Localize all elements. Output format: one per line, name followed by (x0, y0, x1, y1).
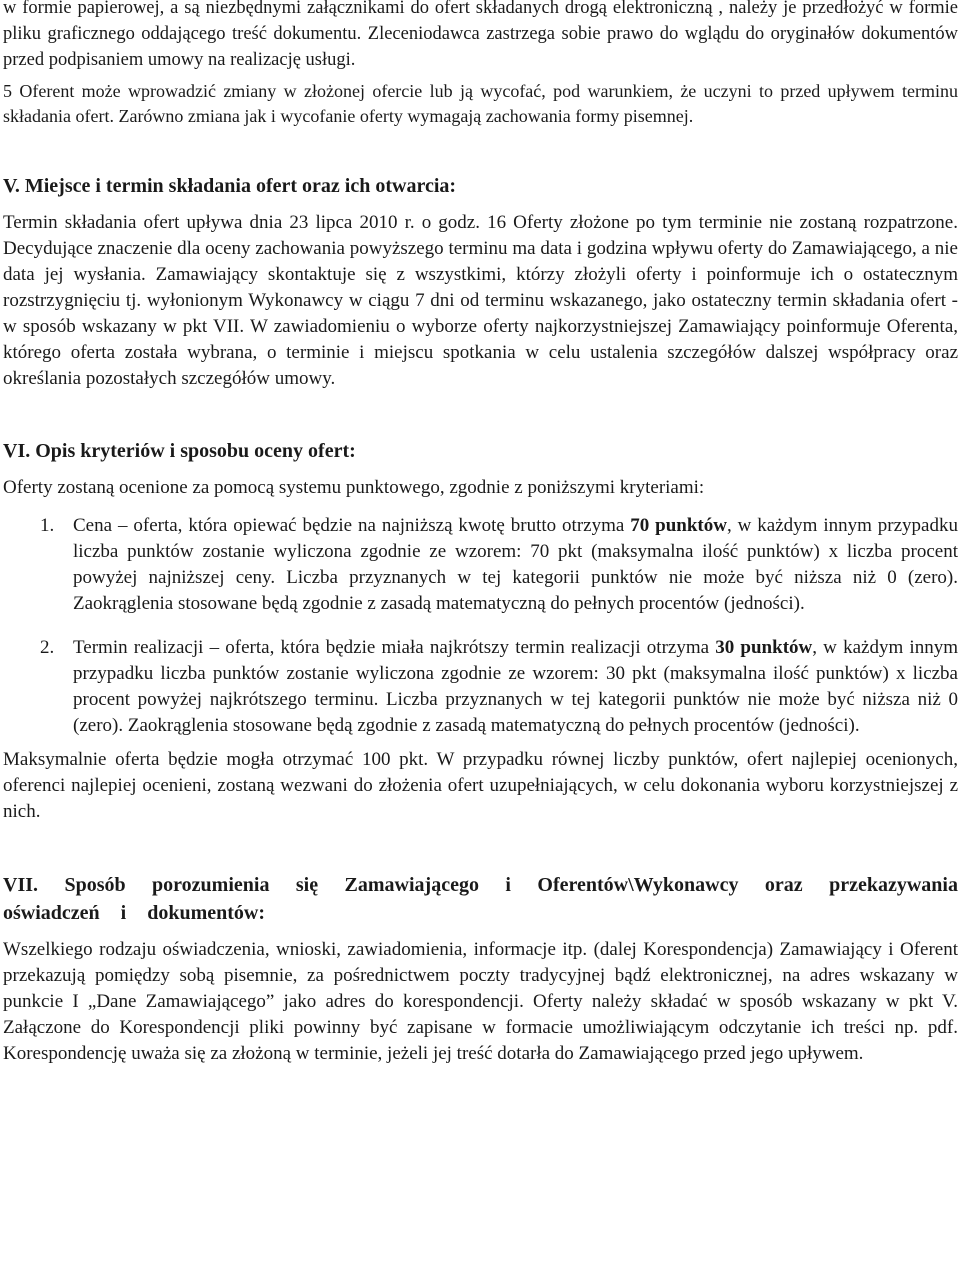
list-item-text (73, 513, 958, 617)
section-vii-heading: VII. Sposób porozumienia się Zamawiającego i Oferentów\Wykonawcy oraz przekazywania oświadczeń i dokumentów: (3, 874, 958, 924)
list-item-points: 70 punktów (630, 515, 727, 536)
section-vi-heading: VI. Opis kryteriów i sposobu oceny ofert: (3, 440, 356, 462)
list-item-text-before: Termin realizacji – oferta, która będzie miała najkrótszy termin realizacji otrzyma (73, 637, 716, 658)
section-v-body: Termin składania ofert upływa dnia 23 lipca 2010 r. o godz. 16 Oferty złożone po tym terminie nie zostaną rozpatrzone. Decydujące znaczenie dla oceny zachowania powyższego terminu ma data i godzina wpływu oferty do Zamawiającego, a nie data jej wysłania. Zamawiający skontaktuje się z wszystkimi, którzy złożyli oferty i poinformuje ich o ostatecznym rozstrzygnięciu tj. wyłonionym Wykonawcy w ciągu 7 dni od terminu wskazanego, jako ostateczny termin składania ofert - w sposób wskazany w pkt VII. W zawiadomieniu o wyborze oferty najkorzystniejszej Zamawiający poinformuje Oferenta, którego oferta została wybrana, o terminie i miejscu spotkania w celu ustalenia szczegółów dalszej współpracy oraz określania pozostałych szczegółów umowy. (3, 212, 958, 389)
section-vii-body: Wszelkiego rodzaju oświadczenia, wnioski, zawiadomienia, informacje itp. (dalej Korespondencja) Zamawiający i Oferent przekazują pomiędzy sobą pisemnie, za pośrednictwem poczty tradycyjnej bądź elektronicznej, na adres wskazany w punkcie I „Dane Zamawiającego” jako adres do korespondencji. Oferty należy składać w sposób wskazany w pkt V. Załączone do Korespondencji pliki powinny być zapisane w formacie umożliwiającym odczytanie ich treści np. pdf. Korespondencję uważa się za złożoną w terminie, jeżeli jej treść dotarła do Zamawiającego przed jego upływem. (3, 939, 958, 1064)
criteria-list (3, 513, 958, 739)
list-item-text-after: , w każdym innym przypadku liczba punktów zostanie wyliczona zgodnie ze wzorem: 30 pkt (maksymalna ilość punktów) x liczba procent powyżej najkrótszego terminu. Liczba przyznanych w tej kategorii punktów nie może być niższa niż 0 (zero). Zaokrąglenia stosowane będą zgodnie z zasadą matematyczną do pełnych procentów (jedności). (73, 637, 958, 736)
section-v-heading: V. Miejsce i termin składania ofert oraz ich otwarcia: (3, 175, 457, 197)
list-item (3, 635, 958, 739)
list-item (3, 513, 958, 617)
list-item-text (73, 635, 958, 739)
list-item-points: 30 punktów (715, 637, 813, 658)
list-item-number: 1. (40, 515, 55, 536)
list-item-text-before: Cena – oferta, która opiewać będzie na najniższą kwotę brutto otrzyma (73, 515, 631, 536)
section-vi-intro: Oferty zostaną ocenione za pomocą systemu punktowego, zgodnie z poniższymi kryteriami: (3, 477, 705, 498)
list-item-number: 2. (40, 637, 55, 658)
list-item-text-after: , w każdym innym przypadku liczba punktów zostanie wyliczona zgodnie ze wzorem: 70 pkt (maksymalna ilość punktów) x liczba procent powyżej najniższej ceny. Liczba przyznanych w tej kategorii punktów nie może być niższa niż 0 (zero). Zaokrąglenia stosowane będą zgodnie z zasadą matematyczną do pełnych procentów (jedności). (73, 515, 958, 614)
intro-paragraph-2: 5 Oferent może wprowadzić zmiany w złożonej ofercie lub ją wycofać, pod warunkiem, że uczyni to przed upływem terminu składania ofert. Zarówno zmiana jak i wycofanie oferty wymagają zachowania formy pisemnej. (3, 81, 958, 126)
intro-paragraph-1: w formie papierowej, a są niezbędnymi załącznikami do ofert składanych drogą elektroniczną , należy je przedłożyć w formie pliku graficznego oddającego treść dokumentu. Zleceniodawca zastrzega sobie prawo do wglądu do oryginałów dokumentów przed podpisaniem umowy na realizację usługi. (3, 0, 958, 70)
section-vi-summary: Maksymalnie oferta będzie mogła otrzymać 100 pkt. W przypadku równej liczby punktów, ofert najlepiej ocenionych, oferenci najlepiej ocenieni, zostaną wezwani do złożenia ofert uzupełniających, w celu dokonania wyboru korzystniejszej z nich. (3, 749, 958, 822)
